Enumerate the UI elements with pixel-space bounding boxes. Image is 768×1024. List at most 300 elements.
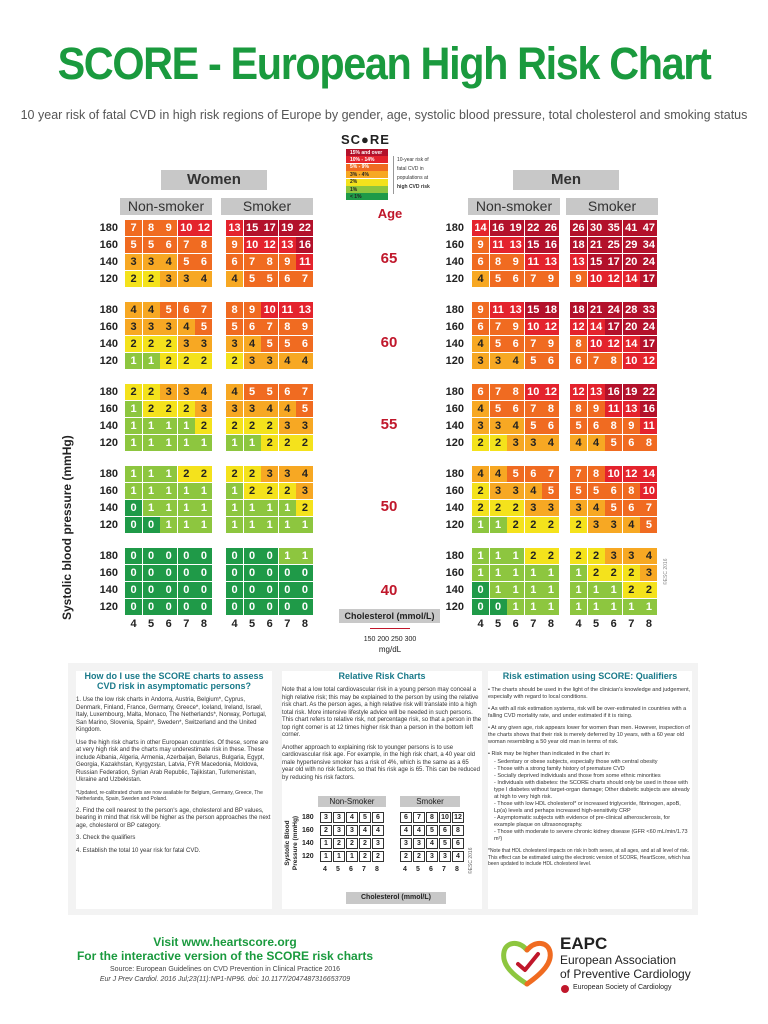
risk-cell: 2 (261, 435, 278, 451)
risk-cell: 1 (588, 582, 605, 598)
mini-y-label: Systolic Blood Pressure (mmHg) (284, 815, 299, 871)
relative-risk-paragraph: Note that a low total cardiovascular risk in a young person may conceal a high relative risk; this may be explained to the person by using the relative risk chart. As the person ages, a high relative risk will translate into a high total risk. More intensive lifestyle advice will be needed in such persons. This chart refers to relative risk, not percentage risk, so that a person in the top right corner is at 12 times higher risk than a person in the bottom left corner. (282, 687, 482, 738)
risk-cell: 0 (160, 582, 177, 598)
risk-cell: 4 (588, 435, 605, 451)
risk-cell: 1 (507, 582, 524, 598)
risk-cell: 2 (195, 466, 212, 482)
risk-cell: 1 (244, 500, 261, 516)
mini-risk-cell: 12 (452, 812, 464, 823)
risk-cell: 3 (490, 418, 507, 434)
risk-cell: 24 (640, 319, 657, 335)
risk-cell: 3 (605, 517, 622, 533)
usage-paragraph: 1. Use the low risk charts in Andorra, Austria, Belgium*, Cyprus, Denmark, Finland, France, Germany, Greece*, Iceland, Ireland, Israel, Italy, Luxembourg, Malta, Monaco, The Netherlands*, Norway, Portugal, San Marino, Slovenia, Spain*, Sweden*, Switzerland and the United Kingdom. (76, 697, 267, 733)
risk-cell: 8 (143, 220, 160, 236)
bp-label: 120 (445, 519, 464, 531)
risk-cell: 13 (542, 254, 559, 270)
risk-cell: 1 (226, 500, 243, 516)
qualifier-note: *Note that HDL cholesterol impacts on risk in both sexes, at all ages, and at all level of risk. This effect can be estimated using the electronic version of SCORE, HeartScore, which has been updated to include HDL cholesterol level. (488, 848, 691, 867)
risk-cell: 2 (570, 517, 587, 533)
risk-cell: 1 (125, 353, 142, 369)
risk-cell: 1 (623, 599, 640, 615)
mini-risk-cell: 5 (426, 825, 438, 836)
risk-cell: 0 (178, 599, 195, 615)
risk-cell: 8 (623, 483, 640, 499)
risk-cell: 4 (570, 435, 587, 451)
risk-cell: 12 (605, 336, 622, 352)
risk-cell: 1 (296, 517, 313, 533)
qualifier-subitem: - Socially deprived individuals and those from some ethnic minorities (494, 773, 661, 779)
risk-cell: 0 (143, 582, 160, 598)
risk-cell: 8 (605, 353, 622, 369)
risk-cell: 5 (143, 237, 160, 253)
heartscore-link[interactable]: Visit www.heartscore.org (153, 935, 297, 949)
risk-cell: 2 (507, 500, 524, 516)
bp-label: 180 (445, 550, 464, 562)
qualifiers-title: Risk estimation using SCORE: Qualifiers (502, 671, 678, 681)
risk-cell: 4 (472, 401, 489, 417)
risk-cell: 3 (279, 466, 296, 482)
risk-cell: 6 (542, 353, 559, 369)
risk-cell: 6 (605, 483, 622, 499)
risk-cell: 9 (279, 254, 296, 270)
risk-cell: 1 (160, 483, 177, 499)
risk-cell: 1 (542, 599, 559, 615)
risk-cell: 0 (160, 565, 177, 581)
bp-label: 160 (99, 485, 118, 497)
mini-risk-cell: 3 (439, 851, 451, 862)
qualifier-subitem: - Those with low HDL cholesterol* or increased triglyceride, fibrinogen, apoB, Lp(a) levels and perhaps increased high-sensitivity CRP (494, 801, 681, 814)
risk-cell: 8 (570, 336, 587, 352)
risk-cell: 26 (542, 220, 559, 236)
women-smoker-header: Smoker (221, 198, 313, 215)
mini-risk-cell: 6 (372, 812, 384, 823)
risk-cell: 7 (261, 319, 278, 335)
risk-cell: 1 (143, 435, 160, 451)
risk-cell: 6 (507, 271, 524, 287)
bp-label: 180 (99, 550, 118, 562)
risk-cell: 2 (525, 548, 542, 564)
risk-cell: 13 (226, 220, 243, 236)
risk-cell: 16 (640, 401, 657, 417)
risk-cell: 15 (525, 237, 542, 253)
risk-cell: 2 (195, 353, 212, 369)
mini-risk-cell: 5 (359, 812, 371, 823)
risk-cell: 12 (542, 384, 559, 400)
risk-cell: 2 (160, 353, 177, 369)
risk-cell: 2 (195, 418, 212, 434)
risk-cell: 4 (490, 466, 507, 482)
risk-cell: 13 (296, 302, 313, 318)
risk-cell: 0 (195, 548, 212, 564)
risk-cell: 24 (605, 302, 622, 318)
cholesterol-tick: 7 (284, 618, 291, 630)
risk-cell: 1 (490, 582, 507, 598)
risk-cell: 11 (605, 401, 622, 417)
risk-cell: 1 (570, 582, 587, 598)
risk-cell: 1 (490, 565, 507, 581)
risk-cell: 1 (507, 565, 524, 581)
cholesterol-tick: 4 (231, 618, 238, 630)
legend-label: 10% - 14% (350, 156, 375, 163)
risk-cell: 4 (160, 254, 177, 270)
risk-cell: 0 (125, 500, 142, 516)
risk-cell: 5 (195, 319, 212, 335)
risk-cell: 1 (507, 599, 524, 615)
risk-cell: 1 (472, 517, 489, 533)
cholesterol-tick: 6 (165, 618, 172, 630)
mini-risk-cell: 10 (439, 812, 451, 823)
risk-cell: 14 (588, 319, 605, 335)
risk-cell: 2 (226, 418, 243, 434)
risk-cell: 9 (226, 237, 243, 253)
cholesterol-tick: 7 (183, 618, 190, 630)
mini-bp-label: 140 (302, 840, 314, 847)
risk-cell: 5 (261, 384, 278, 400)
risk-cell: 6 (472, 254, 489, 270)
risk-cell: 2 (244, 483, 261, 499)
risk-cell: 19 (279, 220, 296, 236)
risk-cell: 2 (279, 483, 296, 499)
risk-cell: 3 (507, 435, 524, 451)
risk-cell: 6 (623, 500, 640, 516)
risk-cell: 3 (279, 418, 296, 434)
risk-cell: 7 (178, 237, 195, 253)
age-label: 60 (380, 334, 398, 351)
mini-risk-cell: 3 (333, 825, 345, 836)
risk-cell: 2 (244, 466, 261, 482)
risk-cell: 1 (143, 466, 160, 482)
risk-cell: 3 (542, 500, 559, 516)
bp-label: 160 (99, 321, 118, 333)
usage-paragraph: 2. Find the cell nearest to the person's age, cholesterol and BP values, bearing in mind that risk will be higher as the person approaches the next age, cholesterol or BP category. (76, 807, 271, 829)
risk-cell: 5 (525, 353, 542, 369)
risk-cell: 4 (542, 435, 559, 451)
bp-label: 160 (99, 403, 118, 415)
risk-cell: 5 (226, 319, 243, 335)
mini-risk-cell: 1 (333, 851, 345, 862)
risk-cell: 1 (226, 517, 243, 533)
risk-cell: 8 (640, 435, 657, 451)
risk-cell: 8 (507, 384, 524, 400)
legend-label: 5% - 9% (350, 164, 369, 171)
risk-cell: 1 (226, 483, 243, 499)
risk-cell: 3 (525, 435, 542, 451)
bp-label: 180 (99, 386, 118, 398)
risk-cell: 5 (490, 336, 507, 352)
risk-cell: 12 (195, 220, 212, 236)
eapc-name-line1: European Association (560, 953, 677, 967)
risk-cell: 5 (605, 435, 622, 451)
bp-label: 160 (445, 403, 464, 415)
risk-cell: 5 (490, 401, 507, 417)
risk-cell: 9 (507, 319, 524, 335)
risk-cell: 1 (160, 517, 177, 533)
risk-cell: 4 (226, 271, 243, 287)
risk-cell: 4 (279, 401, 296, 417)
bp-label: 180 (99, 222, 118, 234)
age-header: Age (377, 206, 403, 221)
legend-note-line: 10-year risk of (397, 157, 429, 163)
cholesterol-scale-line (370, 628, 410, 629)
interactive-version-text: For the interactive version of the SCORE risk charts (76, 949, 374, 963)
bp-label: 140 (99, 256, 118, 268)
usage-panel (76, 671, 272, 909)
risk-cell: 0 (178, 582, 195, 598)
cholesterol-tick: 8 (200, 618, 207, 630)
risk-cell: 9 (160, 220, 177, 236)
mini-nonsmoker-header: Non-Smoker (318, 796, 386, 807)
mini-risk-cell: 2 (413, 851, 425, 862)
risk-cell: 19 (623, 384, 640, 400)
mini-risk-cell: 4 (346, 812, 358, 823)
risk-cell: 4 (623, 517, 640, 533)
risk-cell: 0 (472, 599, 489, 615)
mini-risk-cell: 8 (426, 812, 438, 823)
risk-cell: 4 (472, 336, 489, 352)
risk-cell: 6 (542, 418, 559, 434)
risk-cell: 2 (125, 384, 142, 400)
risk-cell: 9 (570, 271, 587, 287)
risk-cell: 17 (605, 319, 622, 335)
risk-cell: 0 (279, 599, 296, 615)
risk-cell: 17 (640, 271, 657, 287)
risk-cell: 0 (125, 565, 142, 581)
risk-cell: 9 (296, 319, 313, 335)
risk-cell: 3 (623, 548, 640, 564)
risk-cell: 15 (244, 220, 261, 236)
risk-cell: 0 (244, 548, 261, 564)
risk-cell: 1 (195, 483, 212, 499)
mini-cholesterol-tick: 8 (455, 866, 459, 873)
bp-label: 180 (445, 468, 464, 480)
risk-cell: 2 (244, 418, 261, 434)
info-panel (68, 663, 698, 915)
page-subtitle: 10 year risk of fatal CVD in high risk regions of Europe by gender, age, systolic blood pressure, total cholesterol and smoking status (20, 108, 748, 122)
risk-cell: 22 (525, 220, 542, 236)
bp-label: 140 (99, 420, 118, 432)
mini-risk-cell: 3 (333, 812, 345, 823)
risk-cell: 7 (525, 336, 542, 352)
risk-cell: 2 (507, 517, 524, 533)
mini-risk-cell: 2 (400, 851, 412, 862)
risk-cell: 7 (588, 353, 605, 369)
mini-risk-cell: 1 (346, 851, 358, 862)
risk-cell: 8 (195, 237, 212, 253)
risk-cell: 1 (143, 418, 160, 434)
risk-cell: 9 (542, 271, 559, 287)
risk-cell: 0 (226, 565, 243, 581)
risk-cell: 2 (542, 548, 559, 564)
cholesterol-tick: 8 (645, 618, 652, 630)
relative-risk-paragraph: Another approach to explaining risk to younger persons is to use cardiovascular risk age. For example, in the high risk chart, a 40 year old male hypertensive smoker has a risk of 4%, which is the same as a 65 year old with no risk factors, so that his risk age is 65. This can be reduced by reducing his risk factors. (282, 744, 480, 781)
risk-cell: 0 (226, 582, 243, 598)
mini-risk-cell: 6 (400, 812, 412, 823)
risk-cell: 4 (472, 271, 489, 287)
risk-cell: 2 (178, 466, 195, 482)
page-title: SCORE - European High Risk Chart (57, 38, 711, 89)
risk-cell: 2 (160, 336, 177, 352)
risk-cell: 4 (261, 401, 278, 417)
risk-cell: 6 (588, 418, 605, 434)
risk-cell: 2 (143, 271, 160, 287)
risk-cell: 5 (244, 384, 261, 400)
risk-cell: 12 (570, 319, 587, 335)
risk-cell: 0 (261, 582, 278, 598)
women-nonsmoker-header: Non-smoker (120, 198, 212, 215)
bp-label: 120 (99, 601, 118, 613)
risk-cell: 8 (570, 401, 587, 417)
risk-cell: 0 (143, 517, 160, 533)
mini-risk-cell: 2 (320, 825, 332, 836)
relative-risk-title: Relative Risk Charts (338, 671, 426, 681)
men-smoker-header: Smoker (566, 198, 658, 215)
risk-cell: 2 (226, 466, 243, 482)
risk-cell: 2 (226, 353, 243, 369)
risk-cell: 10 (525, 319, 542, 335)
mini-risk-cell: 2 (359, 838, 371, 849)
risk-cell: 9 (507, 254, 524, 270)
bp-label: 140 (99, 338, 118, 350)
mini-risk-cell: 5 (439, 838, 451, 849)
qualifier-subitem: - Asymptomatic subjects with evidence of pre-clinical atherosclerosis, for example plaque on ultrasonography. (494, 815, 671, 828)
qualifiers-panel (488, 671, 692, 909)
mini-risk-cell: 2 (372, 851, 384, 862)
risk-cell: 5 (261, 271, 278, 287)
usage-paragraph: 4. Establish the total 10 year risk for fatal CVD. (76, 847, 201, 854)
risk-cell: 0 (226, 548, 243, 564)
risk-cell: 10 (588, 336, 605, 352)
risk-cell: 5 (542, 483, 559, 499)
risk-cell: 11 (279, 302, 296, 318)
risk-cell: 7 (525, 271, 542, 287)
mini-bp-label: 120 (302, 853, 314, 860)
risk-cell: 1 (279, 517, 296, 533)
risk-cell: 10 (640, 483, 657, 499)
relative-risk-chart (282, 796, 482, 908)
mini-bp-label: 160 (302, 827, 314, 834)
bp-label: 180 (99, 304, 118, 316)
risk-cell: 14 (623, 336, 640, 352)
bp-label: 140 (445, 502, 464, 514)
risk-cell: 16 (490, 220, 507, 236)
risk-cell: 4 (507, 353, 524, 369)
risk-cell: 19 (507, 220, 524, 236)
mini-risk-cell: 4 (372, 825, 384, 836)
legend-label: < 1% (350, 193, 362, 200)
men-nonsmoker-header: Non-smoker (468, 198, 560, 215)
source-text: Source: European Guidelines on CVD Prevention in Clinical Practice 2016 (110, 966, 340, 973)
risk-cell: 1 (605, 582, 622, 598)
risk-cell: 13 (279, 237, 296, 253)
bp-label: 140 (445, 584, 464, 596)
risk-cell: 0 (178, 548, 195, 564)
risk-cell: 7 (195, 302, 212, 318)
risk-cell: 12 (570, 384, 587, 400)
risk-cell: 30 (588, 220, 605, 236)
risk-cell: 4 (143, 302, 160, 318)
risk-cell: 9 (472, 237, 489, 253)
risk-cell: 3 (160, 271, 177, 287)
bp-label: 120 (445, 601, 464, 613)
mini-cholesterol-tick: 6 (349, 866, 353, 873)
mini-risk-cell: 6 (439, 825, 451, 836)
risk-cell: 2 (261, 418, 278, 434)
risk-cell: 2 (490, 435, 507, 451)
risk-cell: 0 (279, 582, 296, 598)
risk-cell: 11 (640, 418, 657, 434)
mini-risk-cell: 4 (359, 825, 371, 836)
risk-cell: 8 (490, 254, 507, 270)
bp-label: 180 (445, 386, 464, 398)
risk-cell: 0 (244, 599, 261, 615)
age-label: 40 (380, 582, 398, 599)
qualifiers-text (488, 687, 692, 868)
mini-risk-cell: 7 (413, 812, 425, 823)
qualifier-subitem: - Those with a strong family history of premature CVD (494, 766, 625, 772)
mini-risk-cell: 6 (452, 838, 464, 849)
men-header: Men (513, 170, 619, 190)
risk-cell: 3 (195, 336, 212, 352)
risk-cell: 2 (296, 500, 313, 516)
mini-cholesterol-tick: 4 (323, 866, 327, 873)
risk-cell: 2 (472, 435, 489, 451)
risk-cell: 12 (640, 353, 657, 369)
risk-cell: 22 (640, 384, 657, 400)
risk-cell: 3 (640, 565, 657, 581)
qualifier-subitem: - Those with moderate to severe chronic kidney disease (GFR <60 mL/min/1.73 m²) (494, 829, 688, 842)
risk-cell: 0 (178, 565, 195, 581)
risk-cell: 1 (570, 565, 587, 581)
risk-cell: 1 (125, 401, 142, 417)
usage-title: How do I use the SCORE charts to assess CVD risk in asymptomatic persons? (84, 671, 264, 691)
risk-cell: 25 (605, 237, 622, 253)
bp-label: 120 (99, 273, 118, 285)
eapc-heart-logo (498, 934, 556, 988)
risk-cell: 0 (143, 548, 160, 564)
risk-cell: 1 (125, 418, 142, 434)
risk-cell: 7 (125, 220, 142, 236)
risk-cell: 1 (542, 565, 559, 581)
mini-risk-cell: 2 (346, 838, 358, 849)
risk-cell: 1 (640, 599, 657, 615)
mini-risk-cell: 4 (400, 825, 412, 836)
mini-risk-cell: 3 (400, 838, 412, 849)
risk-cell: 4 (125, 302, 142, 318)
cholesterol-tick: 6 (610, 618, 617, 630)
risk-cell: 1 (261, 500, 278, 516)
qualifier-item: • Risk may be higher than indicated in the chart in: (488, 751, 611, 757)
bp-label: 140 (99, 502, 118, 514)
risk-cell: 3 (244, 401, 261, 417)
risk-cell: 1 (472, 548, 489, 564)
risk-cell: 17 (605, 254, 622, 270)
qualifier-subitem: - Sedentary or obese subjects, especially those with central obesity (494, 759, 658, 765)
bp-label: 160 (445, 567, 464, 579)
risk-cell: 17 (261, 220, 278, 236)
risk-cell: 2 (279, 435, 296, 451)
mini-cholesterol-tick: 8 (375, 866, 379, 873)
risk-cell: 20 (623, 254, 640, 270)
risk-cell: 3 (588, 517, 605, 533)
risk-cell: 5 (525, 418, 542, 434)
risk-cell: 1 (195, 435, 212, 451)
mini-risk-cell: 3 (320, 812, 332, 823)
risk-cell: 1 (507, 548, 524, 564)
risk-cell: 21 (588, 302, 605, 318)
risk-cell: 3 (261, 466, 278, 482)
risk-cell: 3 (605, 548, 622, 564)
risk-cell: 7 (490, 319, 507, 335)
